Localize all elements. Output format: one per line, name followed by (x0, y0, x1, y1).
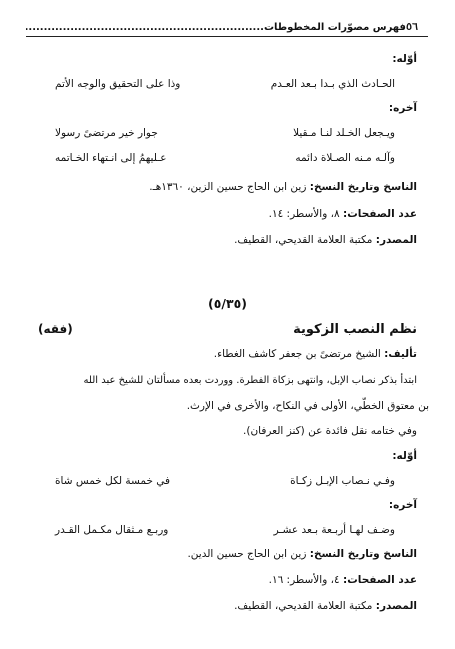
entry-title: نظم النصب الزكوية (293, 322, 417, 337)
copyist-label: الناسخ وتاريخ النسخ: (309, 181, 417, 193)
running-header (26, 15, 428, 37)
entry1-last-verse-2 (55, 151, 395, 165)
verse-hemistich-1: ويـجعل الخـلد لنـا مـقيلا (293, 127, 395, 139)
verse-hemistich-2: وذا على التحقيق والوجه الأتم (55, 78, 181, 90)
verse-hemistich-1: وفـي نـصاب الإبـل زكـاة (290, 475, 395, 487)
verse-hemistich-2: عـليهمُ إلى انـتهاء الخـاتمه (55, 152, 167, 164)
entry1-last-label: آخره: (388, 102, 417, 114)
entry1-last-verse-1 (55, 126, 395, 140)
entry2-last-label: آخره: (388, 499, 417, 511)
pages-label: عدد الصفحات: (343, 574, 417, 586)
pages-value: ٤، والأسطر: ١٦. (268, 574, 340, 586)
entry1-source (234, 233, 417, 247)
entry1-copyist (149, 180, 417, 194)
verse-hemistich-1: وآلـه مـنه الصـلاة دائمه (295, 152, 395, 164)
verse-hemistich-2: جوار خير مرتضىً رسولا (55, 127, 158, 139)
verse-hemistich-1: الحـادث الذي بـدا بـعد العـدم (270, 78, 395, 90)
entry-number: (٥/٣٥) (208, 296, 247, 311)
source-value: مكتبة العلامة القديحي، القطيف. (234, 600, 373, 612)
source-label: المصدر: (375, 234, 417, 246)
entry2-last-verse (55, 523, 395, 537)
pages-value: ٨، والأسطر: ١٤. (268, 208, 340, 220)
entry2-first-label: أوّله: (392, 450, 417, 462)
entry-subject-tag: (فقه) (38, 322, 73, 336)
copyist-label: الناسخ وتاريخ النسخ: (309, 548, 417, 560)
entry2-copyist (187, 547, 417, 561)
entry1-first-verse (55, 77, 395, 91)
verse-hemistich-1: وضـف لهـا أربـعة بـعد عشـر (273, 524, 395, 536)
entry1-first-label: أوّله: (392, 53, 417, 65)
verse-hemistich-2: في خمسة لكل خمس شاة (55, 475, 171, 487)
copyist-value: زين ابن الحاج حسين الزين، ١٣٦٠هـ. (149, 181, 307, 193)
entry2-pages (269, 573, 417, 587)
author-label: تأليف: (384, 348, 417, 360)
entry2-author (214, 347, 417, 361)
verse-hemistich-2: وربـع مـثقال مكـمل القـدر (55, 524, 169, 536)
source-label: المصدر: (375, 600, 417, 612)
entry1-pages (269, 207, 417, 221)
pages-label: عدد الصفحات: (343, 208, 417, 220)
entry2-source (234, 599, 417, 613)
running-title: فهرس مصوّرات المخطوطات ..... (26, 22, 406, 33)
page-number: ٥٦ (405, 22, 418, 33)
author-value: الشيخ مرتضىً بن جعفر كاشف الغطاء. (213, 348, 381, 360)
entry2-description-line-2: بن معتوق الخطّي، الأولى في النكاح، والأخرى في الإرث. (186, 400, 429, 412)
entry2-first-verse (55, 474, 395, 488)
entry2-description-line-3: وفي ختامه نقل فائدة عن (كنز العرفان). (243, 425, 417, 437)
copyist-value: زين ابن الحاج حسين الدين. (187, 548, 307, 560)
source-value: مكتبة العلامة القديحي، القطيف. (234, 234, 373, 246)
entry2-description-line-1: ابتدأ بذكر نصاب الإبل، وانتهى بزكاة الفطرة. ووردت بعده مسألتان للشيخ عبد الله (83, 375, 417, 386)
